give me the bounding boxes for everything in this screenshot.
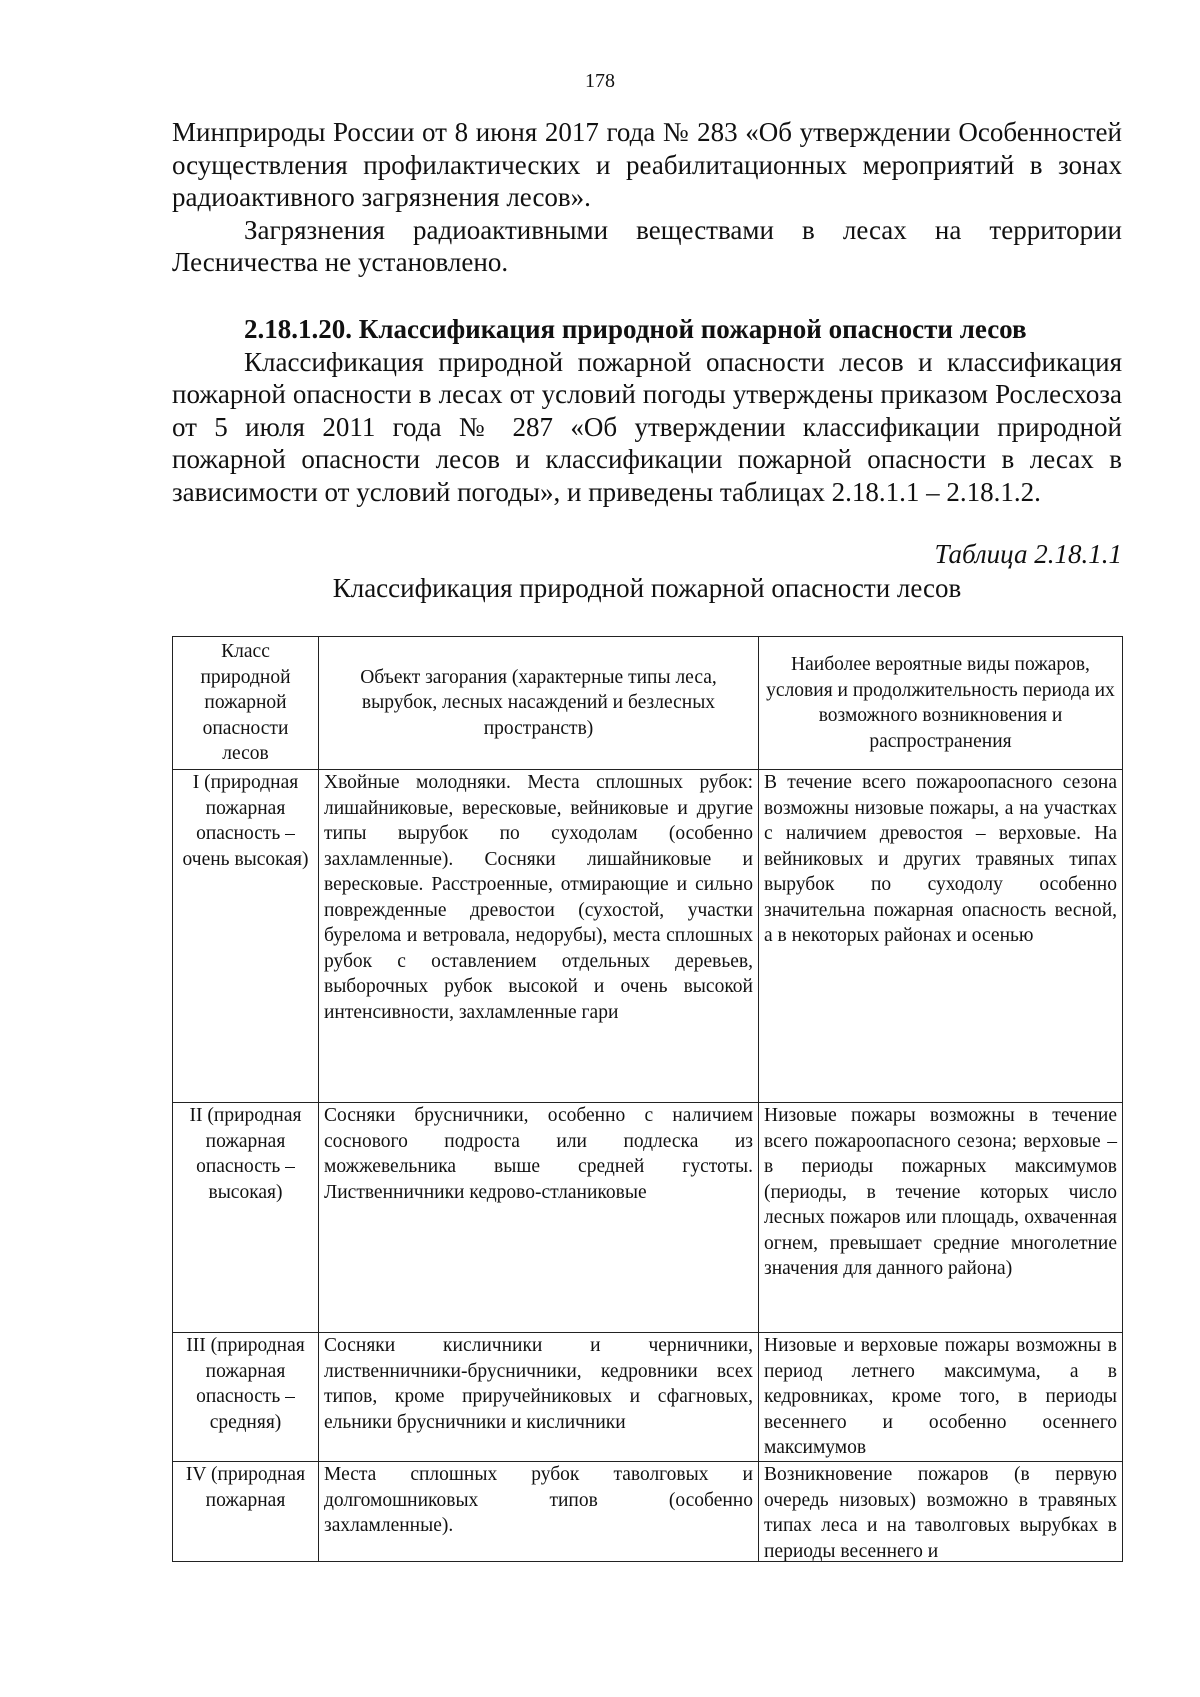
cell-object-text: Места сплошных рубок таволговых и долгомошниковых типов (особенно захламленные). [324,1464,753,1536]
table-row [173,1333,1123,1462]
cell-fires: Низовые и верховые пожары возможны в период летнего максимума, а в кедровниках, кроме того, в периоды весеннего и особенно осеннего максимумов [759,1333,1123,1462]
table-label: Таблица 2.18.1.1 [934,539,1122,569]
table-header-row [173,637,1123,770]
cell-object: Сосняки брусничники, особенно с наличием соснового подроста или подлеска из можжевельника выше средней густоты. Лиственничники кедрово-стланиковые [319,1103,759,1333]
header-fires: Наиболее вероятные виды пожаров, условия и продолжительность периода их возможного возникновения и распространения [759,637,1123,770]
cell-object [319,1462,759,1562]
cell-class: III (природная пожарная опасность – средняя) [173,1333,319,1462]
cell-fires [759,1462,1123,1562]
cell-fires: Низовые пожары возможны в течение всего пожароопасного сезона; верховые – в периоды пожарных максимумов (периоды, в течение которых число лесных пожаров или площадь, охваченная огнем, превышает средние многолетние значения для данного района) [759,1103,1123,1333]
table-title: Классификация природной пожарной опасности лесов [332,573,962,603]
section-paragraph: Классификация природной пожарной опасности лесов и классификация пожарной опасности в лесах от условий погоды утверждены приказом Рослесхоза от 5 июля 2011 года № 287 «Об утверждении классификации природной пожарной опасности лесов и классификации пожарной опасности в лесах в зависимости от условий погоды», и приведены таблицах 2.18.1.1 – 2.18.1.2. [172,346,1122,507]
table-row [173,1103,1123,1333]
section-block [172,313,1122,508]
page-number: 178 [585,70,615,92]
cell-class: I (природная пожарная опасность – очень высокая) [173,770,319,1103]
paragraph-radioactive: Загрязнения радиоактивными веществами в лесах на территории Лесничества не установлено. [172,214,1122,277]
table-row [173,1462,1123,1562]
cell-fires: В течение всего пожароопасного сезона возможны низовые пожары, а на участках с наличием древостоя – верховые. На вейниковых и других травяных типах вырубок по суходолу особенно значительна пожарная опасность весной, а в некоторых районах и осенью [759,770,1123,1103]
paragraph-regulation: Минприроды России от 8 июня 2017 года № 283 «Об утверждении Особенностей осуществления профилактических и реабилитационных мероприятий в зонах радиоактивного загрязнения лесов». [172,117,1122,212]
header-class: Класс природной пожарной опасности лесов [173,637,319,770]
header-object: Объект загорания (характерные типы леса, вырубок, лесных насаждений и безлесных пространств) [319,637,759,770]
cell-class [173,1462,319,1562]
cell-fires-text: Возникновение пожаров (в первую очередь низовых) возможно в травяных типах леса и на таволговых вырубках в периоды весеннего и [764,1464,1117,1561]
cell-object: Сосняки кисличники и черничники, лиственничники-брусничники, кедровники всех типов, кроме приручейниковых и сфагновых, ельники брусничники и кисличники [319,1333,759,1462]
cell-class-text: IV (природная пожарная [185,1464,306,1511]
section-heading: 2.18.1.20. Классификация природной пожарной опасности лесов [244,314,1027,344]
cell-object: Хвойные молодняки. Места сплошных рубок: лишайниковые, вересковые, вейниковые и другие типы вырубок по суходолам (особенно захламленные). Сосняки лишайниковые и вересковые. Расстроенные, отмирающие и сильно поврежденные древостои (сухостой, участки бурелома и ветровала, недорубы), места сплошных рубок с оставлением отдельных деревьев, выборочных рубок высокой и очень высокой интенсивности, захламленные гари [319,770,759,1103]
intro-text [172,116,1122,279]
fire-danger-table [172,636,1123,1562]
table-row [173,770,1123,1103]
cell-class: II (природная пожарная опасность – высокая) [173,1103,319,1333]
